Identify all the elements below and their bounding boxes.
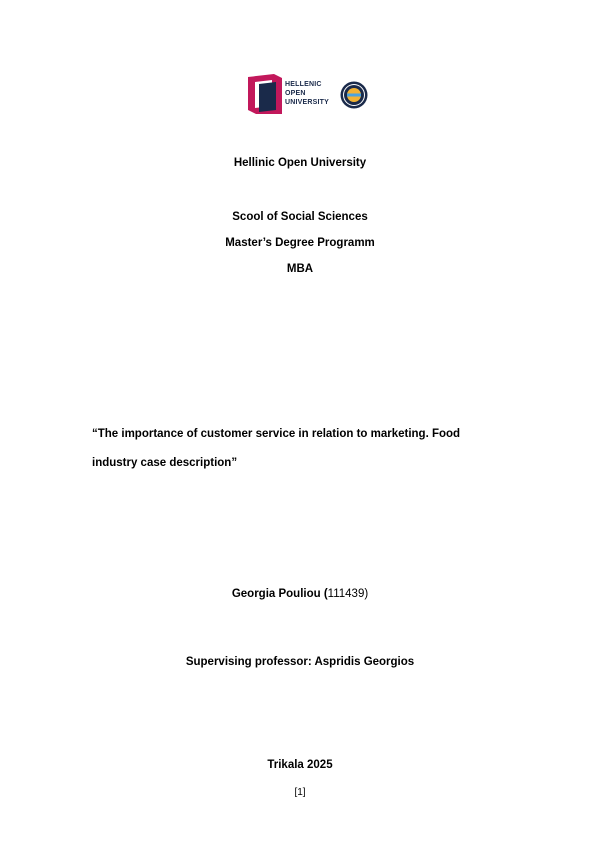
logo-text	[285, 80, 329, 107]
thesis-title	[92, 420, 532, 478]
author-name: Georgia Pouliou (	[231, 588, 328, 600]
thesis-title-line1: “The importance of customer service in relation to marketing. Food	[92, 428, 461, 440]
thesis-title-line2: industry case description”	[92, 457, 238, 469]
university-seal-icon	[340, 81, 368, 109]
page-number: [1]	[294, 787, 306, 798]
university-name: Hellinic Open University	[233, 157, 367, 169]
author-id: 111439)	[327, 588, 369, 600]
place-year: Trikala 2025	[267, 759, 333, 771]
school-name: Scool of Social Sciences	[232, 211, 368, 223]
degree-name: MBA	[286, 263, 314, 275]
program-name: Master’s Degree Programm	[225, 237, 375, 249]
hou-logo-mark-icon	[248, 74, 282, 114]
logo-text-line1: HELLENIC	[285, 81, 322, 88]
university-logo	[248, 74, 370, 116]
logo-text-line3: UNIVERSITY	[285, 99, 330, 106]
supervisor-line: Supervising professor: Aspridis Georgios	[185, 656, 415, 668]
author-line	[0, 588, 600, 600]
logo-text-line2: OPEN	[285, 90, 306, 97]
